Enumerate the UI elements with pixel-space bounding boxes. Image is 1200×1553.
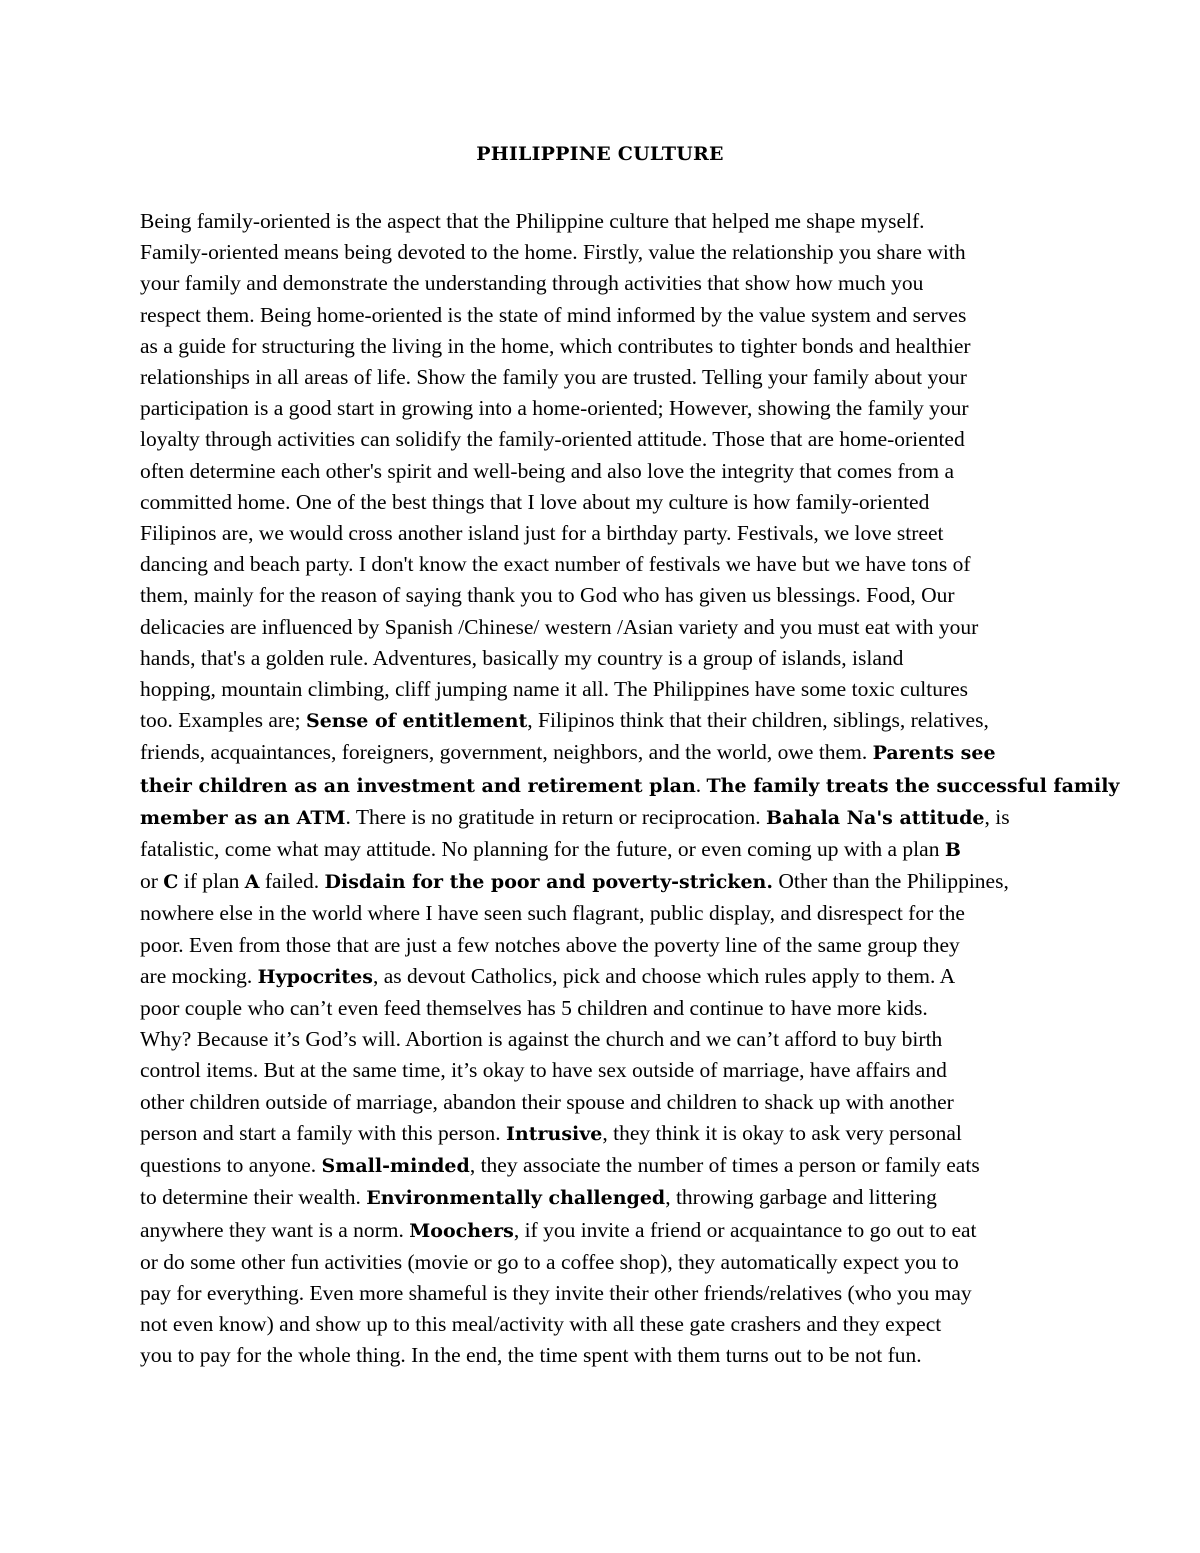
text-line	[140, 612, 1070, 643]
text-line	[140, 393, 1070, 424]
text-line	[140, 487, 1070, 518]
text-line	[140, 866, 1070, 898]
bold-term: Moochers	[409, 1219, 514, 1242]
text-line	[140, 834, 1070, 866]
text-line	[140, 549, 1070, 580]
text-line	[140, 237, 1070, 268]
text-line	[140, 580, 1070, 611]
text-line	[140, 456, 1070, 487]
text-segment: your family and demonstrate the understanding through activities that show how much you	[140, 271, 924, 296]
text-line	[140, 1340, 1070, 1371]
text-line	[140, 770, 1120, 802]
text-line	[140, 1118, 1070, 1150]
text-segment: Being family-oriented is the aspect that the Philippine culture that helped me shape myself.	[140, 209, 925, 233]
text-segment: as a guide for structuring the living in the home, which contributes to tighter bonds and healthier	[140, 333, 971, 358]
text-line	[140, 1247, 1070, 1278]
text-line	[140, 898, 1070, 929]
text-segment: you to pay for the whole thing. In the end, the time spent with them turns out to be not fun.	[140, 1343, 922, 1368]
text-segment: pay for everything. Even more shameful is they invite their other friends/relatives (who you may	[140, 1280, 972, 1305]
text-line	[140, 1024, 1070, 1055]
text-segment: other children outside of marriage, abandon their spouse and children to shack up with another	[140, 1089, 954, 1114]
text-segment: , as devout Catholics, pick and choose which rules apply to them. A	[372, 963, 956, 988]
text-segment: , is	[984, 804, 1010, 829]
text-segment: , they associate the number of times a person or family eats	[469, 1153, 980, 1178]
bold-term: member as an ATM	[140, 806, 346, 829]
bold-term: Small-minded	[321, 1155, 470, 1178]
text-line	[140, 643, 1070, 674]
text-line	[140, 1150, 1070, 1182]
text-segment: committed home. One of the best things that I love about my culture is how family-oriented	[140, 489, 930, 514]
text-segment: them, mainly for the reason of saying thank you to God who has given us blessings. Food, Our	[140, 583, 955, 608]
text-segment: relationships in all areas of life. Show the family you are trusted. Telling your family about your	[140, 365, 967, 390]
text-line	[140, 674, 1070, 705]
text-line	[140, 961, 1070, 993]
text-line	[140, 1278, 1070, 1309]
text-segment: not even know) and show up to this meal/activity with all these gate crashers and they expect	[140, 1312, 942, 1337]
text-segment: control items. But at the same time, it’s okay to have sex outside of marriage, have affairs and	[140, 1058, 947, 1083]
text-segment: , they think it is okay to ask very personal	[602, 1120, 962, 1145]
text-segment: Family-oriented means being devoted to the home. Firstly, value the relationship you share with	[140, 240, 966, 265]
text-line	[140, 300, 1070, 331]
text-segment: or	[140, 869, 164, 894]
text-segment: friends, acquaintances, foreigners, government, neighbors, and the world, owe them.	[140, 740, 873, 765]
text-segment: , Filipinos think that their children, siblings, relatives,	[527, 708, 989, 733]
text-segment: Other than the Philippines,	[772, 869, 1009, 894]
text-segment: dancing and beach party. I don't know the exact number of festivals we have but we have tons of	[140, 552, 971, 577]
text-segment: loyalty through activities can solidify the family-oriented attitude. Those that are home-oriented	[140, 427, 965, 452]
text-segment: to determine their wealth.	[140, 1185, 367, 1210]
page-title: PHILIPPINE CULTURE	[476, 143, 724, 165]
text-segment: anywhere they want is a norm.	[140, 1217, 410, 1242]
body-paragraph	[140, 206, 1120, 1372]
text-segment: participation is a good start in growing into a home-oriented; However, showing the family your	[140, 396, 969, 421]
bold-term: B	[944, 839, 961, 862]
text-segment: , if you invite a friend or acquaintance to go out to eat	[513, 1217, 977, 1242]
bold-term: The family treats the successful family	[706, 774, 1120, 797]
text-line	[140, 705, 1070, 737]
bold-term: Disdain for the poor and poverty-stricken.	[324, 871, 773, 894]
text-segment: . There is no gratitude in return or reciprocation.	[345, 804, 767, 829]
text-segment: Why? Because it’s God’s will. Abortion is against the church and we can’t afford to buy birth	[140, 1027, 943, 1052]
text-line	[140, 518, 1070, 549]
text-line	[140, 331, 1070, 362]
text-segment: too. Examples are;	[140, 708, 306, 733]
text-line	[140, 1087, 1070, 1118]
bold-term: Environmentally challenged	[366, 1187, 666, 1210]
bold-term: C	[163, 871, 179, 894]
text-segment: hands, that's a golden rule. Adventures, basically my country is a group of islands, island	[140, 645, 904, 670]
bold-term: Bahala Na's attitude	[766, 806, 985, 829]
text-segment: hopping, mountain climbing, cliff jumping name it all. The Philippines have some toxic cultures	[140, 677, 969, 702]
bold-term: Hypocrites	[257, 965, 373, 988]
text-line	[140, 206, 1070, 237]
text-segment: delicacies are influenced by Spanish /Chinese/ western /Asian variety and you must eat with your	[140, 614, 979, 639]
text-segment: poor. Even from those that are just a few notches above the poverty line of the same group they	[140, 932, 960, 957]
text-line	[140, 1182, 1070, 1214]
text-segment: often determine each other's spirit and well-being and also love the integrity that comes from a	[140, 458, 955, 483]
text-segment: failed.	[259, 869, 325, 894]
text-line	[140, 737, 1070, 769]
text-segment: .	[695, 772, 707, 797]
text-segment: person and start a family with this person.	[140, 1120, 507, 1145]
text-segment: are mocking.	[140, 963, 258, 988]
text-segment: or do some other fun activities (movie or go to a coffee shop), they automatically expect you to	[140, 1249, 959, 1274]
text-segment: questions to anyone.	[140, 1153, 322, 1178]
text-segment: Filipinos are, we would cross another island just for a birthday party. Festivals, we love street	[140, 521, 944, 546]
text-segment: respect them. Being home-oriented is the state of mind informed by the value system and serves	[140, 302, 967, 327]
text-segment: if plan	[178, 869, 245, 894]
text-segment: nowhere else in the world where I have seen such flagrant, public display, and disrespect for the	[140, 901, 965, 926]
text-line	[140, 930, 1070, 961]
bold-term: Parents see	[872, 742, 996, 765]
bold-term: A	[244, 871, 260, 894]
text-line	[140, 993, 1070, 1024]
text-segment: fatalistic, come what may attitude. No planning for the future, or even coming up with a plan	[140, 837, 945, 862]
text-line	[140, 1309, 1070, 1340]
text-line	[140, 424, 1070, 455]
bold-term: Intrusive	[506, 1122, 603, 1145]
text-line	[140, 1055, 1070, 1086]
text-line	[140, 1215, 1070, 1247]
text-segment: poor couple who can’t even feed themselves has 5 children and continue to have more kids.	[140, 996, 928, 1021]
text-line	[140, 362, 1070, 393]
bold-term: Sense of entitlement	[305, 710, 528, 733]
text-line	[140, 268, 1070, 299]
text-segment: , throwing garbage and littering	[665, 1185, 937, 1210]
text-line	[140, 802, 1070, 834]
bold-term: their children as an investment and retirement plan	[140, 774, 696, 797]
